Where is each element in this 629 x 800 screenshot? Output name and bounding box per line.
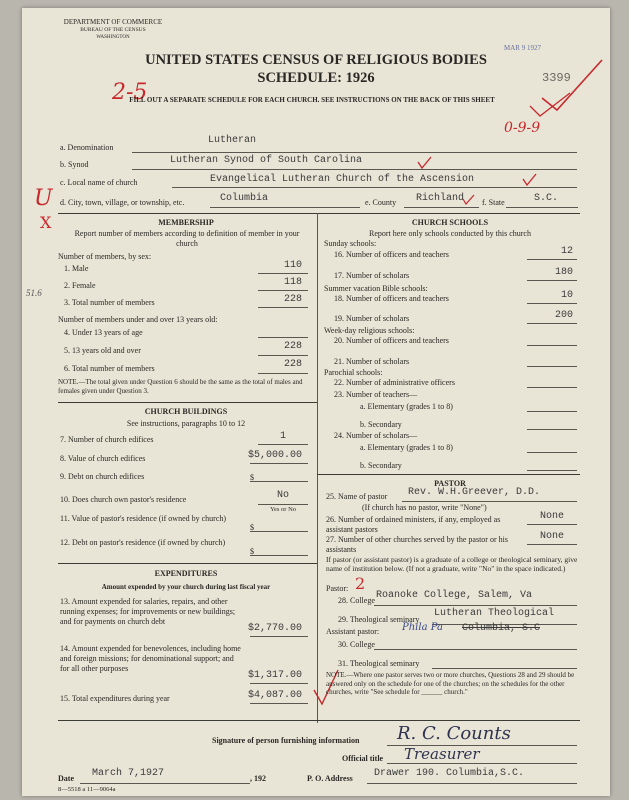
date-label: Date bbox=[58, 774, 74, 783]
q3-label: 3. Total number of members bbox=[64, 298, 155, 307]
q2-label: 2. Female bbox=[64, 281, 96, 290]
q12-label: 12. Debt on pastor's residence (if owned by church) bbox=[60, 538, 226, 547]
q20-label: 20. Number of officers and teachers bbox=[334, 336, 449, 345]
membership-note: NOTE.—The total given under Question 6 should be the same as the total of males and females given under Question 3. bbox=[58, 378, 303, 395]
q9-value: $ bbox=[250, 473, 254, 482]
q10-label: 10. Does church own pastor's residence bbox=[60, 495, 187, 504]
q23b-label: b. Secondary bbox=[360, 420, 402, 429]
assistant-handwritten: Phila Pa bbox=[402, 622, 443, 633]
q26-value: None bbox=[539, 511, 564, 522]
q6-value: 228 bbox=[283, 359, 302, 370]
bureau-name: BUREAU OF THE CENSUS bbox=[80, 27, 146, 33]
q6-label: 6. Total number of members bbox=[64, 364, 155, 373]
q11-label: 11. Value of pastor's residence (if owned by church) bbox=[60, 514, 227, 523]
city-value: Columbia bbox=[220, 193, 269, 204]
q15-value: $4,087.00 bbox=[248, 690, 303, 701]
separate-schedule-instruction: FILL OUT A SEPARATE SCHEDULE FOR EACH CHURCH. SEE INSTRUCTIONS ON THE BACK OF THIS SHEET bbox=[129, 96, 495, 104]
buildings-subheading: See instructions, paragraphs 10 to 12 bbox=[126, 419, 246, 428]
q19-value: 200 bbox=[554, 310, 573, 321]
q27-label: 27. Number of other churches served by the pastor or his assistants bbox=[326, 535, 508, 554]
q19-label: 19. Number of scholars bbox=[334, 314, 410, 323]
q16-label: 16. Number of officers and teachers bbox=[334, 250, 449, 259]
city-label: d. City, town, village, or township, etc. bbox=[60, 198, 185, 207]
form-code: 8—5518 a 11—9064a bbox=[58, 786, 116, 793]
q8-label: 8. Value of church edifices bbox=[60, 454, 146, 463]
city-name: WASHINGTON bbox=[96, 35, 130, 40]
pastor-note: NOTE.—Where one pastor serves two or more churches, Questions 28 and 29 should be answered only on the schedule for one of the churches; on the schedules for the other churches, write "See schedule for ______ church." bbox=[326, 671, 575, 696]
address-label: P. O. Address bbox=[307, 774, 353, 783]
q4-label: 4. Under 13 years of age bbox=[64, 328, 143, 337]
weekday-label: Week-day religious schools: bbox=[324, 326, 415, 335]
pastor-heading: PASTOR bbox=[434, 479, 466, 488]
denomination-value: Lutheran bbox=[207, 135, 256, 146]
denomination-label: a. Denomination bbox=[60, 143, 114, 152]
red-check-marks-icon bbox=[522, 58, 610, 118]
county-value: Richland bbox=[416, 193, 465, 204]
assistant-label: Assistant pastor: bbox=[326, 627, 380, 636]
pastor-sublabel: Pastor: bbox=[326, 584, 349, 593]
q2-value: 118 bbox=[283, 277, 302, 288]
q5-value: 228 bbox=[283, 341, 302, 352]
q14-label: 14. Amount expended for benevolences, including home and foreign missions; for denominational support; and for all other purposes bbox=[60, 644, 241, 673]
membership-subheading: Report number of members according to definition of member in your church bbox=[74, 229, 300, 248]
q23-label: 23. Number of teachers— bbox=[334, 390, 418, 399]
q30-label: 30. College bbox=[338, 640, 375, 649]
local-name-value: Evangelical Lutheran Church of the Ascension bbox=[210, 174, 475, 185]
q29-struck-value: Columbia, S.C bbox=[462, 623, 541, 634]
age-label: Number of members under and over 13 years old: bbox=[58, 315, 218, 324]
q25-hint: (If church has no pastor, write "None") bbox=[362, 503, 487, 512]
q18-value: 10 bbox=[560, 290, 573, 301]
department-name: DEPARTMENT OF COMMERCE bbox=[63, 18, 163, 26]
synod-value: Lutheran Synod of South Carolina bbox=[170, 155, 363, 166]
q7-label: 7. Number of church edifices bbox=[60, 435, 154, 444]
official-title-label: Official title bbox=[342, 754, 384, 763]
q17-label: 17. Number of scholars bbox=[334, 271, 410, 280]
q25-value: Rev. W.H.Greever, D.D. bbox=[408, 487, 541, 498]
q24-label: 24. Number of scholars— bbox=[334, 431, 418, 440]
q10-hint: Yes or No bbox=[269, 506, 297, 513]
q12-value: $ bbox=[250, 547, 254, 556]
q29-label: 29. Theological seminary bbox=[338, 615, 420, 624]
q3-value: 228 bbox=[283, 294, 302, 305]
handwritten-two: 2 bbox=[355, 574, 366, 593]
census-schedule-sheet bbox=[22, 8, 610, 796]
official-title-value: Treasurer bbox=[404, 745, 480, 763]
synod-check-icon bbox=[417, 156, 433, 170]
q9-label: 9. Debt on church edifices bbox=[60, 472, 145, 481]
margin-note: 51.6 bbox=[26, 288, 42, 298]
q18-label: 18. Number of officers and teachers bbox=[334, 294, 449, 303]
signature-value: R. C. Counts bbox=[397, 723, 511, 744]
graduate-note: If pastor (or assistant pastor) is a graduate of a college or theological seminary, give name of institution below. (If not a graduate, write "No" in the space indicated.) bbox=[326, 555, 578, 573]
q24b-label: b. Secondary bbox=[360, 461, 402, 470]
q1-label: 1. Male bbox=[64, 264, 89, 273]
handwritten-u: U bbox=[34, 186, 53, 211]
membership-heading: MEMBERSHIP bbox=[158, 218, 214, 227]
q26-label: 26. Number of ordained ministers, if any, employed as assistant pastors bbox=[326, 515, 501, 534]
q21-label: 21. Number of scholars bbox=[334, 357, 410, 366]
serial-number: 3399 bbox=[542, 71, 571, 85]
buildings-heading: CHURCH BUILDINGS bbox=[144, 407, 228, 416]
handwritten-x: X bbox=[40, 213, 52, 232]
summer-label: Summer vacation Bible schools: bbox=[324, 284, 428, 293]
date-suffix: , 192 bbox=[250, 774, 266, 783]
q24a-label: a. Elementary (grades 1 to 8) bbox=[360, 443, 453, 452]
state-value: S.C. bbox=[534, 193, 559, 204]
schedule-title: SCHEDULE: 1926 bbox=[257, 70, 375, 86]
q23a-label: a. Elementary (grades 1 to 8) bbox=[360, 402, 453, 411]
address-value: Drawer 190. Columbia,S.C. bbox=[374, 768, 525, 779]
q5-label: 5. 13 years old and over bbox=[64, 346, 141, 355]
date-value: March 7,1927 bbox=[92, 768, 165, 779]
q8-value: $5,000.00 bbox=[248, 450, 303, 461]
q27-value: None bbox=[539, 531, 564, 542]
schools-subheading: Report here only schools conducted by this church bbox=[369, 229, 531, 238]
state-label: f. State bbox=[482, 198, 505, 207]
q7-value: 1 bbox=[279, 431, 286, 442]
handwritten-number: 2-5 bbox=[112, 80, 148, 105]
county-check-icon bbox=[462, 194, 476, 206]
local-name-check-icon bbox=[522, 173, 538, 187]
q14-value: $1,317.00 bbox=[248, 670, 303, 681]
sunday-label: Sunday schools: bbox=[324, 239, 377, 248]
synod-label: b. Synod bbox=[60, 160, 89, 169]
expenditures-subheading: Amount expended by your church during last fiscal year bbox=[101, 583, 271, 591]
q17-value: 180 bbox=[554, 267, 573, 278]
handwritten-code: 0-9-9 bbox=[504, 120, 541, 136]
by-sex-label: Number of members, by sex: bbox=[58, 252, 152, 261]
q11-value: $ bbox=[250, 523, 254, 532]
received-stamp: MAR 9 1927 bbox=[504, 44, 541, 52]
q15-label: 15. Total expenditures during year bbox=[60, 694, 170, 703]
q13-label: 13. Amount expended for salaries, repairs, and other running expenses; for improvements or new buildings; and for payments on church debt bbox=[60, 597, 236, 626]
q1-value: 110 bbox=[283, 260, 302, 271]
local-name-label: c. Local name of church bbox=[60, 178, 138, 187]
q25-label: 25. Name of pastor bbox=[326, 492, 388, 501]
q29-value: Lutheran Theological bbox=[434, 608, 555, 619]
county-label: e. County bbox=[365, 198, 397, 207]
q31-label: 31. Theological seminary bbox=[338, 659, 420, 668]
parochial-label: Parochial schools: bbox=[324, 368, 383, 377]
q13-value: $2,770.00 bbox=[248, 623, 303, 634]
department-block bbox=[58, 18, 168, 42]
signature-label: Signature of person furnishing information bbox=[212, 736, 360, 745]
form-title: UNITED STATES CENSUS OF RELIGIOUS BODIES bbox=[145, 52, 487, 68]
q16-value: 12 bbox=[560, 246, 573, 257]
expenditures-heading: EXPENDITURES bbox=[154, 569, 218, 578]
q10-value: No bbox=[276, 490, 289, 501]
schools-heading: CHURCH SCHOOLS bbox=[411, 218, 489, 227]
q28-value: Roanoke College, Salem, Va bbox=[376, 590, 533, 601]
q22-label: 22. Number of administrative officers bbox=[334, 378, 455, 387]
q28-label: 28. College bbox=[338, 596, 375, 605]
